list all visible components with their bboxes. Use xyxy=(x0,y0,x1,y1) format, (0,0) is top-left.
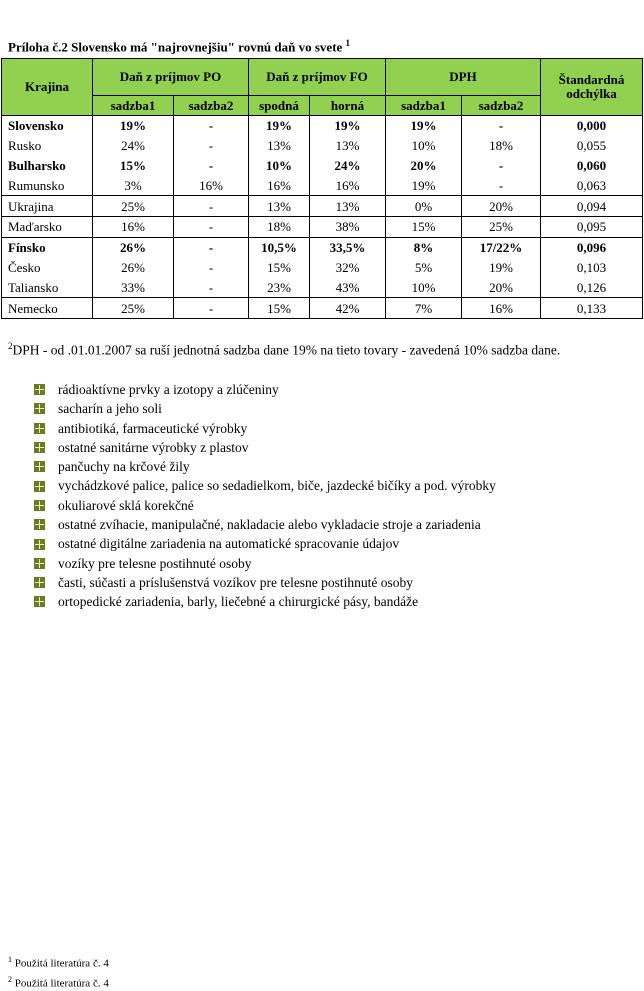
cell-country: Slovensko xyxy=(2,116,93,136)
cell-country: Maďarsko xyxy=(2,216,93,237)
cell-po-rate1: 24% xyxy=(93,136,174,156)
cell-country: Rusko xyxy=(2,136,93,156)
cell-std-deviation: 0,055 xyxy=(541,136,643,156)
table-row xyxy=(2,216,643,237)
cell-dph-rate1: 19% xyxy=(386,116,462,136)
cell-fo-lower: 13% xyxy=(249,196,310,217)
cell-po-rate2: - xyxy=(174,298,249,319)
note-footnote-ref: 2 xyxy=(8,341,13,351)
list-item xyxy=(34,457,496,476)
cell-fo-upper: 13% xyxy=(310,136,386,156)
cell-std-deviation: 0,000 xyxy=(541,116,643,136)
square-plus-bullet-icon xyxy=(34,423,45,434)
square-plus-bullet-icon xyxy=(34,519,45,530)
cell-fo-upper: 38% xyxy=(310,216,386,237)
list-item xyxy=(34,515,496,534)
square-plus-bullet-icon xyxy=(34,539,45,550)
cell-dph-rate2: 18% xyxy=(462,136,541,156)
cell-dph-rate1: 15% xyxy=(386,216,462,237)
cell-dph-rate2: - xyxy=(462,175,541,195)
square-plus-bullet-icon xyxy=(34,403,45,414)
list-item xyxy=(34,419,496,438)
footnote-2-text: Použitá literatúra č. 4 xyxy=(14,977,109,990)
cell-std-deviation: 0,094 xyxy=(541,196,643,217)
cell-po-rate1: 25% xyxy=(93,196,174,217)
table-row xyxy=(2,258,643,278)
list-item-text: rádioaktívne prvky a izotopy a zlúčeniny xyxy=(58,382,279,397)
cell-fo-upper: 33,5% xyxy=(310,237,386,257)
cell-dph-rate1: 7% xyxy=(386,298,462,319)
cell-fo-upper: 43% xyxy=(310,277,386,297)
dph-note xyxy=(8,338,628,359)
list-item-text: ostatné zvíhacie, manipulačné, nakladacie alebo vykladacie stroje a zariadenia xyxy=(58,517,481,533)
header-country: Krajina xyxy=(2,59,93,116)
list-item xyxy=(34,573,496,592)
cell-po-rate2: - xyxy=(174,237,249,257)
subheader-fo-lower: spodná xyxy=(249,96,310,116)
cell-dph-rate1: 8% xyxy=(386,237,462,257)
cell-std-deviation: 0,096 xyxy=(541,237,643,257)
list-item xyxy=(34,399,496,418)
cell-dph-rate1: 5% xyxy=(386,258,462,278)
cell-po-rate2: 16% xyxy=(174,175,249,195)
cell-country: Fínsko xyxy=(2,237,93,257)
cell-po-rate2: - xyxy=(174,258,249,278)
cell-fo-upper: 16% xyxy=(310,175,386,195)
cell-po-rate2: - xyxy=(174,196,249,217)
subheader-dph-rate1: sadzba1 xyxy=(386,96,462,116)
list-item xyxy=(34,592,496,611)
cell-dph-rate2: 17/22% xyxy=(462,237,541,257)
cell-dph-rate2: 20% xyxy=(462,277,541,297)
table-row xyxy=(2,156,643,176)
cell-po-rate1: 15% xyxy=(93,156,174,176)
table-row xyxy=(2,175,643,195)
footnote-1-text: Použitá literatúra č. 4 xyxy=(14,957,109,970)
square-plus-bullet-icon xyxy=(34,481,45,492)
cell-fo-lower: 23% xyxy=(249,277,310,297)
subheader-po-rate2: sadzba2 xyxy=(174,96,249,116)
cell-fo-upper: 24% xyxy=(310,156,386,176)
square-plus-bullet-icon xyxy=(34,384,45,395)
footnote-1 xyxy=(8,952,109,972)
cell-fo-upper: 42% xyxy=(310,298,386,319)
header-std-deviation: Štandardná odchýlka xyxy=(541,59,643,116)
table-row xyxy=(2,298,643,319)
square-plus-bullet-icon xyxy=(34,442,45,453)
table-row xyxy=(2,237,643,257)
square-plus-bullet-icon xyxy=(34,596,45,607)
square-plus-bullet-icon xyxy=(34,577,45,588)
cell-dph-rate2: 25% xyxy=(462,216,541,237)
cell-po-rate1: 19% xyxy=(93,116,174,136)
cell-fo-lower: 15% xyxy=(249,258,310,278)
cell-country: Česko xyxy=(2,258,93,278)
list-item-text: okuliarové sklá korekčné xyxy=(58,497,194,513)
footnote-2 xyxy=(8,972,109,991)
cell-fo-upper: 19% xyxy=(310,116,386,136)
cell-std-deviation: 0,126 xyxy=(541,277,643,297)
list-item-text: ostatné sanitárne výrobky z plastov xyxy=(58,439,249,455)
footnotes xyxy=(8,952,109,991)
cell-po-rate2: - xyxy=(174,116,249,136)
cell-po-rate1: 16% xyxy=(93,216,174,237)
cell-dph-rate1: 0% xyxy=(386,196,462,217)
cell-fo-lower: 15% xyxy=(249,298,310,319)
footnote-1-ref: 1 xyxy=(8,955,12,964)
cell-country: Ukrajina xyxy=(2,196,93,217)
header-group-fo: Daň z príjmov FO xyxy=(249,59,386,96)
cell-dph-rate1: 10% xyxy=(386,136,462,156)
cell-dph-rate2: - xyxy=(462,156,541,176)
cell-dph-rate1: 10% xyxy=(386,277,462,297)
list-item-text: antibiotiká, farmaceutické výrobky xyxy=(58,420,248,436)
list-item xyxy=(34,554,496,573)
cell-std-deviation: 0,060 xyxy=(541,156,643,176)
cell-po-rate2: - xyxy=(174,277,249,297)
list-item-text: sacharín a jeho soli xyxy=(58,401,162,417)
note-text: DPH - od .01.01.2007 sa ruší jednotná sadzba dane 19% na tieto tovary - zavedená 10% sadzba dane. xyxy=(12,342,561,358)
table-row xyxy=(2,136,643,156)
cell-dph-rate1: 20% xyxy=(386,156,462,176)
subheader-dph-rate2: sadzba2 xyxy=(462,96,541,116)
cell-std-deviation: 0,063 xyxy=(541,175,643,195)
table-body xyxy=(2,116,643,319)
cell-std-deviation: 0,095 xyxy=(541,216,643,237)
cell-country: Taliansko xyxy=(2,277,93,297)
list-item-text: vychádzkové palice, palice so sedadielkom, biče, jazdecké bičíky a pod. výrobky xyxy=(58,478,496,494)
cell-std-deviation: 0,133 xyxy=(541,298,643,319)
cell-dph-rate2: 19% xyxy=(462,258,541,278)
cell-po-rate2: - xyxy=(174,136,249,156)
cell-country: Nemecko xyxy=(2,298,93,319)
cell-po-rate1: 26% xyxy=(93,237,174,257)
table-row xyxy=(2,116,643,136)
cell-dph-rate1: 19% xyxy=(386,175,462,195)
title-footnote-ref: 1 xyxy=(345,38,351,48)
cell-dph-rate2: - xyxy=(462,116,541,136)
cell-fo-lower: 19% xyxy=(249,116,310,136)
list-item xyxy=(34,438,496,457)
cell-fo-lower: 10,5% xyxy=(249,237,310,257)
header-group-po: Daň z príjmov PO xyxy=(93,59,249,96)
cell-dph-rate2: 16% xyxy=(462,298,541,319)
square-plus-bullet-icon xyxy=(34,558,45,569)
cell-fo-upper: 32% xyxy=(310,258,386,278)
list-item-text: vozíky pre telesne postihnuté osoby xyxy=(58,555,252,571)
list-item-text: ostatné digitálne zariadenia na automatické spracovanie údajov xyxy=(58,536,400,552)
cell-fo-lower: 13% xyxy=(249,136,310,156)
cell-fo-lower: 16% xyxy=(249,175,310,195)
reduced-rate-goods-list xyxy=(34,380,496,612)
cell-country: Bulharsko xyxy=(2,156,93,176)
list-item xyxy=(34,476,496,495)
page-title xyxy=(8,38,350,55)
list-item xyxy=(34,496,496,515)
table-row xyxy=(2,277,643,297)
list-item xyxy=(34,380,496,399)
cell-country: Rumunsko xyxy=(2,175,93,195)
cell-fo-lower: 10% xyxy=(249,156,310,176)
list-item-text: časti, súčasti a príslušenstvá vozíkov pre telesne postihnuté osoby xyxy=(58,574,414,590)
cell-fo-upper: 13% xyxy=(310,196,386,217)
list-item xyxy=(34,534,496,553)
title-text: Príloha č.2 Slovensko má "najrovnejšiu" rovnú daň vo svete xyxy=(8,39,343,55)
subheader-po-rate1: sadzba1 xyxy=(93,96,174,116)
cell-po-rate2: - xyxy=(174,156,249,176)
table-row xyxy=(2,196,643,217)
subheader-fo-upper: horná xyxy=(310,96,386,116)
cell-po-rate2: - xyxy=(174,216,249,237)
cell-po-rate1: 25% xyxy=(93,298,174,319)
cell-po-rate1: 3% xyxy=(93,175,174,195)
cell-po-rate1: 26% xyxy=(93,258,174,278)
cell-std-deviation: 0,103 xyxy=(541,258,643,278)
list-item-text: pančuchy na krčové žily xyxy=(58,459,190,475)
cell-po-rate1: 33% xyxy=(93,277,174,297)
square-plus-bullet-icon xyxy=(34,461,45,472)
cell-dph-rate2: 20% xyxy=(462,196,541,217)
footnote-2-ref: 2 xyxy=(8,974,12,984)
square-plus-bullet-icon xyxy=(34,500,45,511)
tax-comparison-table xyxy=(1,58,643,319)
header-group-dph: DPH xyxy=(386,59,541,96)
table-header-row xyxy=(2,59,643,96)
cell-fo-lower: 18% xyxy=(249,216,310,237)
list-item-text: ortopedické zariadenia, barly, liečebné a chirurgické pásy, bandáže xyxy=(58,594,419,610)
